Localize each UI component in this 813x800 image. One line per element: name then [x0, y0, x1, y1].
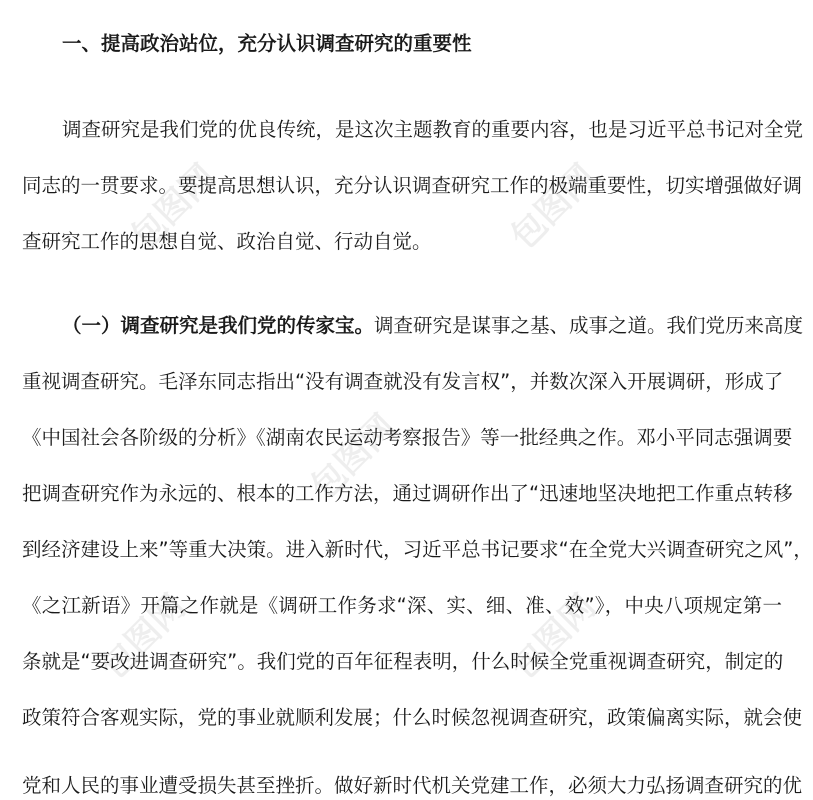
- paragraph-line: （一）调查研究是我们党的传家宝。调查研究是谋事之基、成事之道。我们党历来高度: [62, 314, 804, 337]
- subsection-heading: （一）调查研究是我们党的传家宝。: [62, 314, 375, 337]
- paragraph-line: 到经济建设上来”等重大决策。进入新时代，习近平总书记要求“在全党大兴调查研究之风”，: [22, 538, 813, 561]
- watermark: 包图网: [503, 156, 604, 258]
- paragraph-line: 政策符合客观实际，党的事业就顺利发展；什么时候忽视调查研究，政策偏离实际，就会使: [22, 706, 803, 729]
- paragraph-line: 调查研究是我们党的优良传统，是这次主题教育的重要内容，也是习近平总书记对全党: [62, 118, 804, 141]
- section-heading: 一、提高政治站位，充分认识调查研究的重要性: [62, 32, 472, 55]
- watermark: 包图网: [93, 586, 194, 688]
- paragraph-line: 查研究工作的思想自觉、政治自觉、行动自觉。: [22, 230, 432, 253]
- paragraph-line: 把调查研究作为永远的、根本的工作方法，通过调研作出了“迅速地坚决地把工作重点转移: [22, 482, 793, 505]
- paragraph-line: 《中国社会各阶级的分析》《湖南农民运动考察报告》等一批经典之作。邓小平同志强调要: [22, 426, 793, 449]
- watermark: 包图网: [123, 156, 224, 258]
- paragraph-line: 重视调查研究。毛泽东同志指出“没有调查就没有发言权”，并数次深入开展调研，形成了: [22, 370, 784, 393]
- clipped-line-container: [0, 774, 803, 800]
- watermark: 包图网: [303, 406, 404, 508]
- paragraph-line: 《之江新语》开篇之作就是《调研工作务求“深、实、细、准、效”》，中央八项规定第一: [22, 594, 782, 617]
- paragraph-line: 党和人民的事业遭受损失甚至挫折。做好新时代机关党建工作，必须大力弘扬调查研究的优: [22, 774, 803, 797]
- paragraph-line: 条就是“要改进调查研究”。我们党的百年征程表明，什么时候全党重视调查研究，制定的: [22, 650, 784, 673]
- paragraph-line: 同志的一贯要求。要提高思想认识，充分认识调查研究工作的极端重要性，切实增强做好调: [22, 174, 803, 197]
- watermark: 包图网: [503, 586, 604, 688]
